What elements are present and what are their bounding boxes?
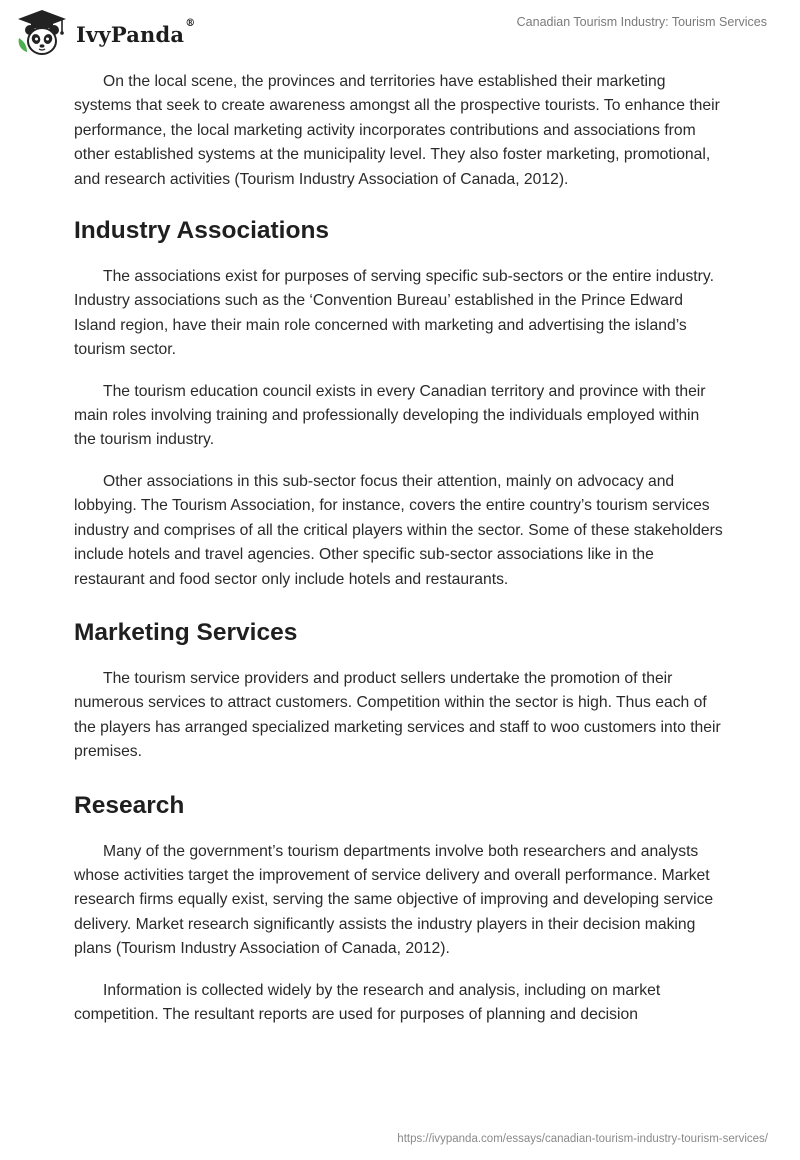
running-title: Canadian Tourism Industry: Tourism Services xyxy=(516,15,767,29)
panda-graduation-icon xyxy=(14,8,70,58)
section-heading-marketing-services: Marketing Services xyxy=(74,618,298,646)
brand-name: IvyPanda® xyxy=(76,17,196,47)
paragraph: The tourism education council exists in every Canadian territory and province with their main roles involving training and professionally developing the individuals employed within the tourism industry. xyxy=(74,382,706,449)
paragraph: The associations exist for purposes of serving specific sub-sectors or the entire industry. Industry associations such as the ‘Convention Bureau’ established in the Prince Edward Island region, have their main role concerned with marketing and advertising the island’s tourism sector. xyxy=(74,268,714,359)
paragraph: Other associations in this sub-sector focus their attention, mainly on advocacy and lobbying. The Tourism Association, for instance, covers the entire country’s tourism services industry and comprises of all the critical players within the sector. Some of these stakeholders include hotels and travel agencies. Other specific sub-sector associations like in the restaurant and food sector only include hotels and restaurants. xyxy=(74,472,723,588)
section-heading-industry-associations: Industry Associations xyxy=(74,217,330,245)
article-body xyxy=(74,70,724,1044)
source-url[interactable]: https://ivypanda.com/essays/canadian-tourism-industry-tourism-services/ xyxy=(397,1133,768,1145)
paragraph: The tourism service providers and product sellers undertake the promotion of their numerous services to attract customers. Competition within the sector is high. Thus each of the players has arranged specialized marketing services and staff to woo customers into their premises. xyxy=(74,669,721,761)
paragraph: Many of the government’s tourism departments involve both researchers and analysts whose activities target the improvement of service delivery and overall performance. Market research firms equally exist, serving the same objective of improving and developing service delivery. Market research significantly assists the industry players in their decision making plans (Tourism Industry Association of Canada, 2012). xyxy=(74,842,714,958)
page-header xyxy=(0,0,800,64)
registered-mark: ® xyxy=(185,17,196,29)
intro-paragraph: On the local scene, the provinces and territories have established their marketing systems that seek to create awareness amongst all the prospective tourists. To enhance their performance, the local marketing activity incorporates contributions and associations from other established systems at the municipality level. They also foster marketing, promotional, and research activities (Tourism Industry Association of Canada, 2012). xyxy=(74,73,720,188)
section-heading-research: Research xyxy=(74,791,185,819)
ivypanda-logo[interactable] xyxy=(14,8,195,58)
paragraph: Information is collected widely by the research and analysis, including on market competition. The resultant reports are used for purposes of planning and decision xyxy=(74,981,661,1023)
